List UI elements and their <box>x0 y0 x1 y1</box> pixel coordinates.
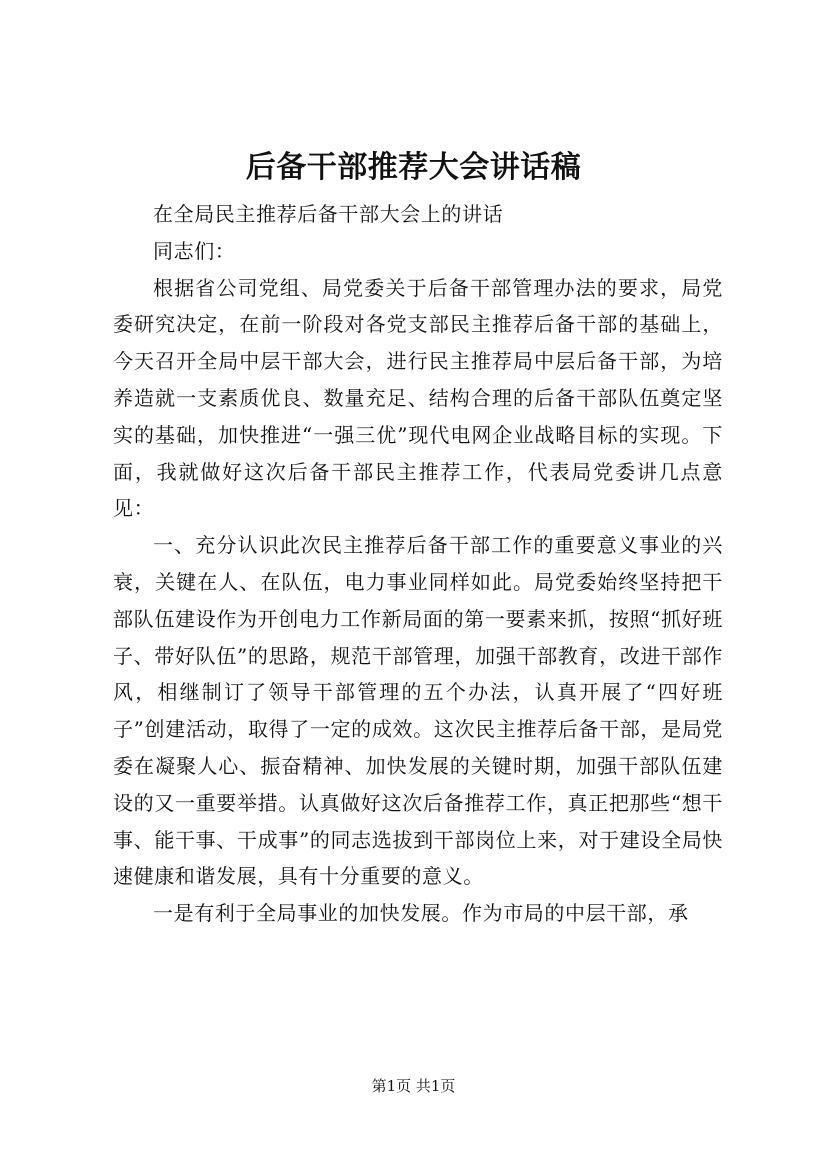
document-title: 后备干部推荐大会讲话稿 <box>245 150 582 185</box>
salutation-paragraph: 同志们： <box>153 238 236 263</box>
document-body <box>113 196 723 932</box>
page-number-footer: 第1页 共1页 <box>371 1077 456 1095</box>
section-one-paragraph: 一、充分认识此次民主推荐后备干部工作的重要意义事业的兴衰，关键在人、在队伍，电力事业同样如此。局党委始终坚持把干部队伍建设作为开创电力工作新局面的第一要素来抓，按照“抓好班子、带好队伍”的思路，规范干部管理，加强干部教育，改进干部作风，相继制订了领导干部管理的五个办法，认真开展了“四好班子”创建活动，取得了一定的成效。这次民主推荐后备干部，是局党委在凝聚人心、振奋精神、加快发展的关键时期，加强干部队伍建设的又一重要举措。认真做好这次后备推荐工作，真正把那些“想干事、能干事、干成事”的同志选拔到干部岗位上来，对于建设全局快速健康和谐发展，具有十分重要的意义。 <box>113 533 723 889</box>
point-one-paragraph: 一是有利于全局事业的加快发展。作为市局的中层干部，承 <box>153 901 689 926</box>
intro-paragraph: 根据省公司党组、局党委关于后备干部管理办法的要求，局党委研究决定，在前一阶段对各党支部民主推荐后备干部的基础上，今天召开全局中层干部大会，进行民主推荐局中层后备干部，为培养造就一支素质优良、数量充足、结构合理的后备干部队伍奠定坚实的基础，加快推进“一强三优”现代电网企业战略目标的实现。下面，我就做好这次后备干部民主推荐工作，代表局党委讲几点意见： <box>113 275 723 521</box>
speech-heading-paragraph: 在全局民主推荐后备干部大会上的讲话 <box>153 202 504 226</box>
